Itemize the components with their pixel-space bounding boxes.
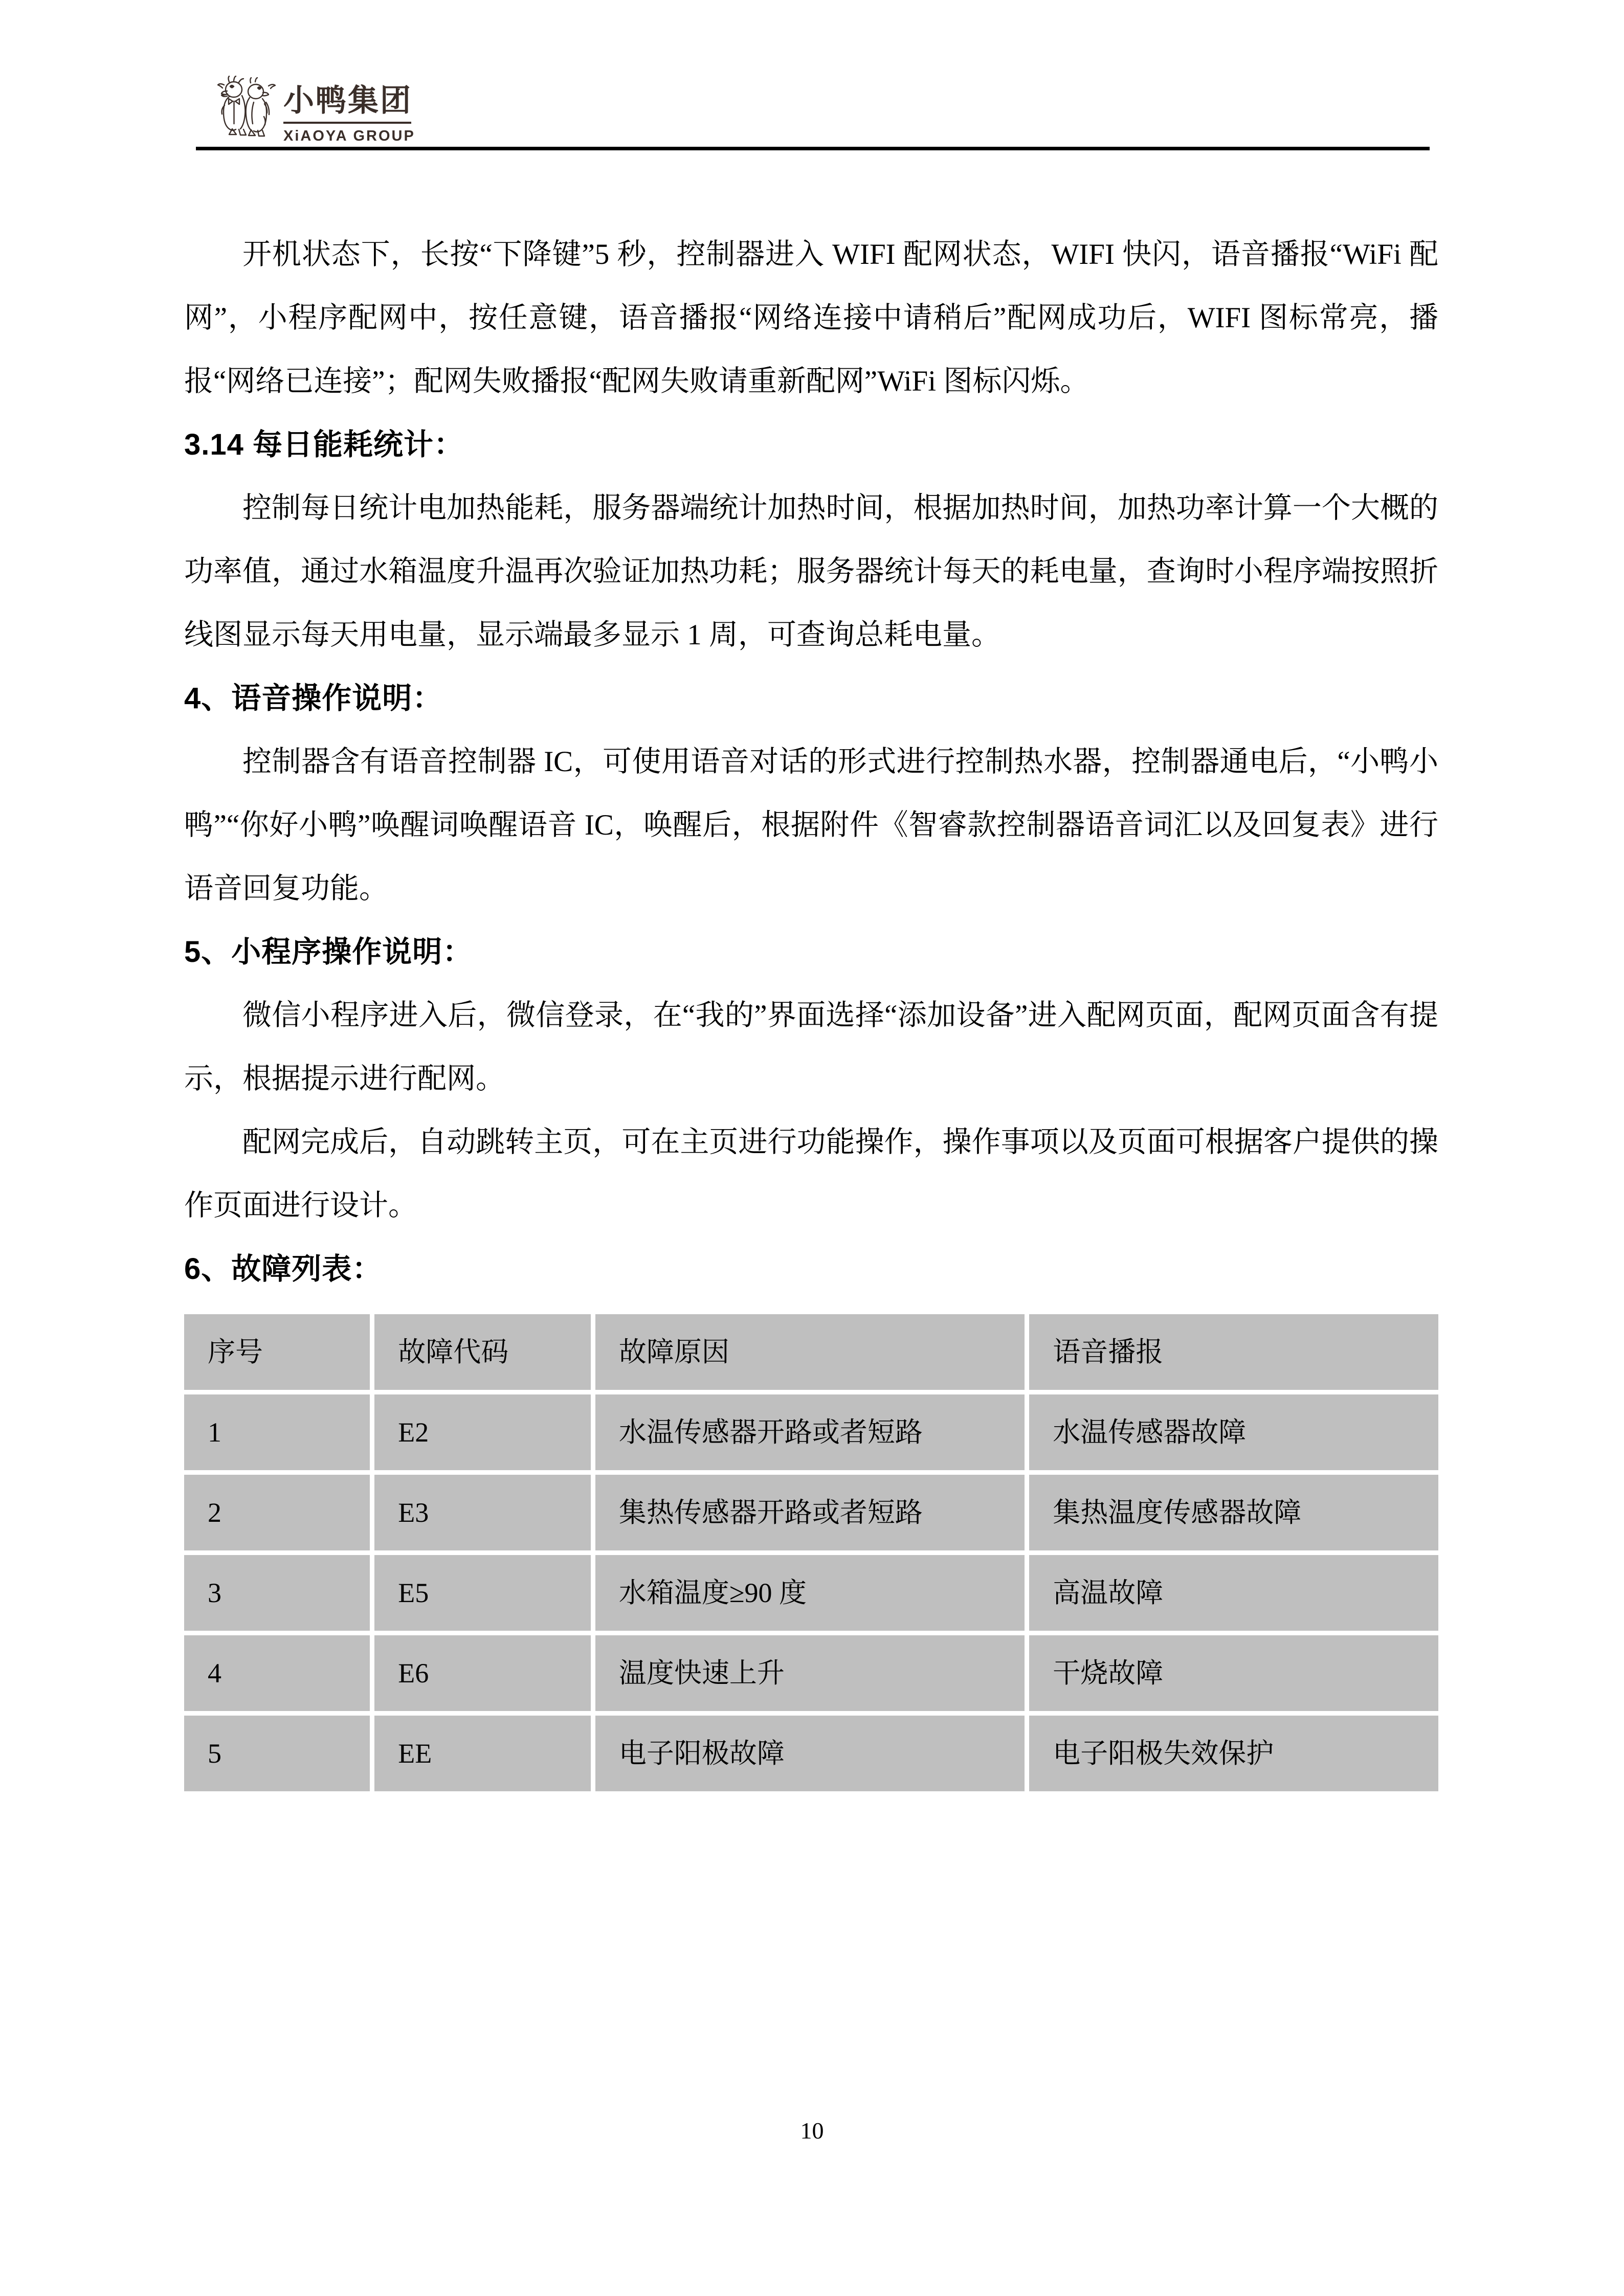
para-daily-energy: 控制每日统计电加热能耗，服务器端统计加热时间，根据加热时间，加热功率计算一个大概的功率值，通过水箱温度升温再次验证加热功耗；服务器统计每天的耗电量，查询时小程序端按照折线图显示每天用电量，显示端最多显示 1 周，可查询总耗电量。	[184, 492, 1438, 651]
table-cell: 5	[184, 1714, 372, 1792]
table-header-cell: 故障代码	[372, 1314, 593, 1392]
table-header-cell: 语音播报	[1027, 1314, 1438, 1392]
table-cell: 集热温度传感器故障	[1027, 1473, 1438, 1553]
heading-fault-list: 6、故障列表：	[184, 1252, 383, 1286]
table-cell: E6	[372, 1633, 593, 1714]
logo-divider	[283, 122, 411, 124]
table-row	[184, 1473, 1438, 1553]
table-cell: 高温故障	[1027, 1553, 1438, 1633]
table-cell: EE	[372, 1714, 593, 1792]
table-row	[184, 1633, 1438, 1714]
para-voice-operation: 控制器含有语音控制器 IC，可使用语音对话的形式进行控制热水器，控制器通电后，“小鸭小鸭”“你好小鸭”唤醒词唤醒语音 IC，唤醒后，根据附件《智睿款控制器语音词汇以及回复表》进行语音回复功能。	[184, 746, 1438, 905]
para-miniprogram-homepage: 配网完成后，自动跳转主页，可在主页进行功能操作，操作事项以及页面可根据客户提供的操作页面进行设计。	[184, 1126, 1438, 1222]
table-cell: 4	[184, 1633, 372, 1714]
logo-english-text: XiAOYA GROUP	[283, 128, 415, 144]
table-cell: 水温传感器开路或者短路	[593, 1392, 1027, 1473]
table-header-row	[184, 1314, 1438, 1392]
logo-text-block	[283, 83, 415, 145]
fault-table	[184, 1314, 1438, 1791]
heading-daily-energy: 3.14 每日能耗统计：	[184, 428, 464, 461]
header-rule-divider	[196, 147, 1430, 150]
table-row	[184, 1392, 1438, 1473]
para-wifi-pairing: 开机状态下，长按“下降键”5 秒，控制器进入 WIFI 配网状态，WIFI 快闪，语音播报“WiFi 配网”，小程序配网中，按任意键，语音播报“网络连接中请稍后”配网成功后，WIFI 图标常亮，播报“网络已连接”；配网失败播报“配网失败请重新配网”WiFi 图标闪烁。	[184, 238, 1438, 397]
table-cell: E2	[372, 1392, 593, 1473]
logo-chinese-text: 小鸭集团	[283, 83, 412, 118]
table-cell: 水温传感器故障	[1027, 1392, 1438, 1473]
table-cell: 3	[184, 1553, 372, 1633]
table-cell: 电子阳极故障	[593, 1714, 1027, 1792]
table-cell: 集热传感器开路或者短路	[593, 1473, 1027, 1553]
fault-table-body	[184, 1314, 1438, 1791]
table-cell: 2	[184, 1473, 372, 1553]
header-logo	[217, 76, 415, 145]
table-cell: 1	[184, 1392, 372, 1473]
table-cell: E3	[372, 1473, 593, 1553]
table-cell: 温度快速上升	[593, 1633, 1027, 1714]
xiaoya-ducks-logo-icon	[217, 76, 276, 137]
heading-voice-operation: 4、语音操作说明：	[184, 682, 443, 715]
table-cell: 电子阳极失效保护	[1027, 1714, 1438, 1792]
document-body	[184, 223, 1438, 1791]
table-header-cell: 序号	[184, 1314, 372, 1392]
table-row	[184, 1714, 1438, 1792]
table-row	[184, 1553, 1438, 1633]
page-number: 10	[800, 2118, 824, 2144]
table-cell: 干烧故障	[1027, 1633, 1438, 1714]
para-miniprogram-pairing: 微信小程序进入后，微信登录，在“我的”界面选择“添加设备”进入配网页面，配网页面含有提示，根据提示进行配网。	[184, 999, 1438, 1095]
table-header-cell: 故障原因	[593, 1314, 1027, 1392]
table-cell: E5	[372, 1553, 593, 1633]
heading-miniprogram-operation: 5、小程序操作说明：	[184, 935, 473, 969]
table-cell: 水箱温度≥90 度	[593, 1553, 1027, 1633]
